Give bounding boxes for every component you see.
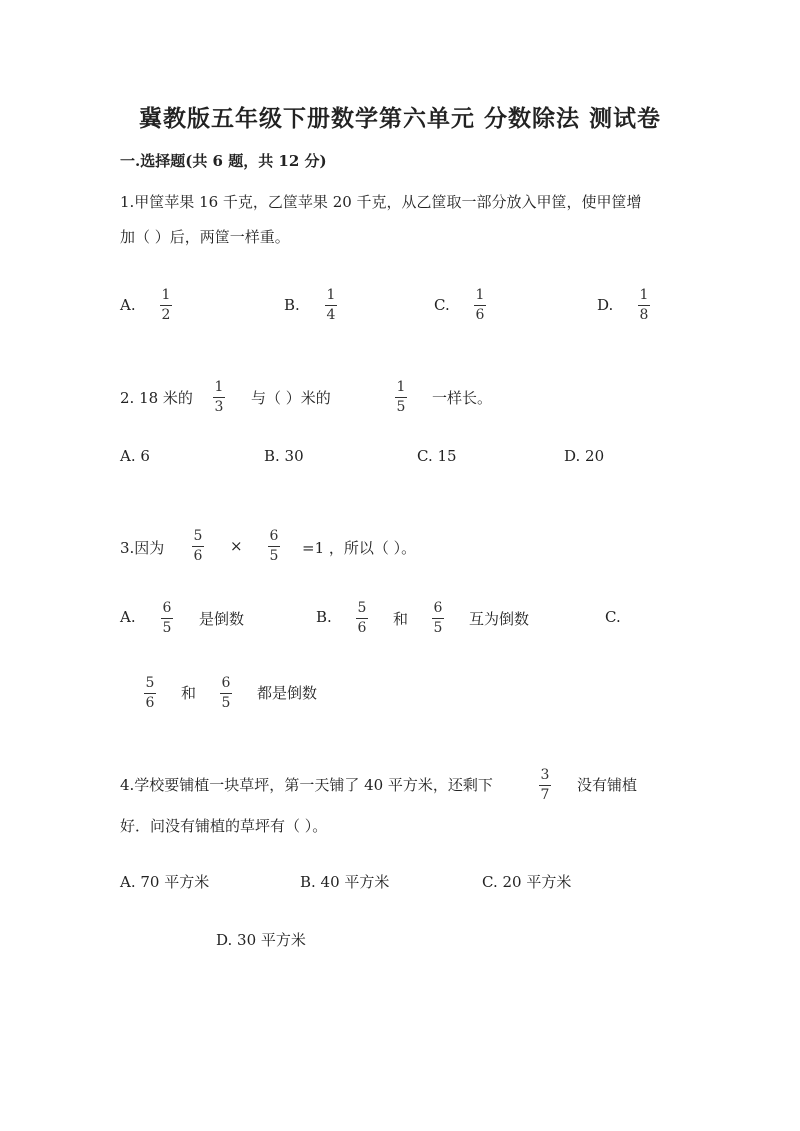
q2-fraction-2 (395, 379, 407, 416)
q3-fraction-2 (268, 528, 280, 565)
denominator: 8 (639, 307, 649, 323)
numerator: 5 (193, 528, 203, 544)
q3-option-b-and: 和 (393, 610, 409, 628)
numerator: 6 (162, 600, 172, 616)
numerator: 1 (326, 287, 336, 303)
q1-option-a-letter: A. (120, 296, 136, 314)
q1-text-line2: 加（ ）后，两筐一样重。 (120, 228, 290, 246)
q1-option-c-fraction (474, 287, 486, 324)
q3-option-c-fraction-2 (220, 675, 232, 712)
denominator: 4 (326, 307, 336, 323)
numerator: 6 (221, 675, 231, 691)
q2-option-c: C. 15 (417, 447, 457, 465)
q2-option-b: B. 30 (264, 447, 304, 465)
q3-times-sign: × (230, 537, 243, 555)
q4-text-line2: 好．问没有铺植的草坪有（ ）。 (120, 817, 328, 835)
denominator: 5 (269, 548, 279, 564)
q3-option-c-fraction-1 (144, 675, 156, 712)
q4-option-c: C. 20 平方米 (482, 873, 572, 891)
q1-option-c-letter: C. (434, 296, 450, 314)
denominator: 6 (193, 548, 203, 564)
q4-option-b: B. 40 平方米 (300, 873, 390, 891)
denominator: 5 (396, 399, 406, 415)
q3-text-prefix: 3.因为 (120, 539, 165, 557)
q2-text-prefix: 2. 18 米的 (120, 389, 193, 407)
q1-text-line1: 1.甲筐苹果 16 千克，乙筐苹果 20 千克，从乙筐取一部分放入甲筐，使甲筐增 (120, 193, 642, 211)
q3-option-a-text: 是倒数 (199, 610, 245, 628)
numerator: 6 (433, 600, 443, 616)
q4-fraction (539, 767, 551, 804)
q3-option-b-letter: B. (316, 608, 332, 626)
denominator: 5 (433, 620, 443, 636)
q1-option-d-letter: D. (597, 296, 614, 314)
q1-option-d-fraction (638, 287, 650, 324)
fraction-bar (268, 546, 280, 547)
section-heading: 一.选择题(共 6 题，共 12 分) (120, 152, 327, 170)
q1-option-b-fraction (325, 287, 337, 324)
fraction-bar (161, 618, 173, 619)
numerator: 3 (540, 767, 550, 783)
fraction-bar (432, 618, 444, 619)
numerator: 1 (639, 287, 649, 303)
fraction-bar (160, 305, 172, 306)
fraction-bar (395, 397, 407, 398)
fraction-bar (144, 693, 156, 694)
q2-fraction-1 (213, 379, 225, 416)
denominator: 6 (357, 620, 367, 636)
numerator: 1 (475, 287, 485, 303)
denominator: 7 (540, 787, 550, 803)
q3-option-b-fraction-1 (356, 600, 368, 637)
denominator: 3 (214, 399, 224, 415)
q3-option-b-fraction-2 (432, 600, 444, 637)
q2-option-d: D. 20 (564, 447, 605, 465)
q3-text-suffix: =1 ，所以（ ）。 (302, 539, 417, 557)
q4-text-line1-suffix: 没有铺植 (577, 776, 638, 794)
q2-text-suffix: 一样长。 (432, 389, 493, 407)
page-title: 冀教版五年级下册数学第六单元 分数除法 测试卷 (138, 105, 661, 132)
q1-option-b-letter: B. (284, 296, 300, 314)
fraction-bar (192, 546, 204, 547)
numerator: 1 (396, 379, 406, 395)
denominator: 6 (145, 695, 155, 711)
denominator: 2 (161, 307, 171, 323)
q4-text-line1: 4.学校要铺植一块草坪，第一天铺了 40 平方米，还剩下 (120, 776, 493, 794)
numerator: 1 (161, 287, 171, 303)
q2-option-a: A. 6 (120, 447, 150, 465)
q3-option-b-text: 互为倒数 (469, 610, 530, 628)
q3-option-c-text: 都是倒数 (257, 684, 318, 702)
fraction-bar (213, 397, 225, 398)
q4-option-d: D. 30 平方米 (216, 931, 306, 949)
q3-option-c-and: 和 (181, 684, 197, 702)
fraction-bar (474, 305, 486, 306)
fraction-bar (356, 618, 368, 619)
fraction-bar (638, 305, 650, 306)
denominator: 5 (162, 620, 172, 636)
denominator: 5 (221, 695, 231, 711)
numerator: 6 (269, 528, 279, 544)
q3-fraction-1 (192, 528, 204, 565)
q1-option-a-fraction (160, 287, 172, 324)
fraction-bar (325, 305, 337, 306)
q3-option-a-letter: A. (120, 608, 136, 626)
q3-option-a-fraction (161, 600, 173, 637)
q2-text-middle: 与（ ）米的 (251, 389, 331, 407)
numerator: 1 (214, 379, 224, 395)
fraction-bar (220, 693, 232, 694)
q3-option-c-letter: C. (605, 608, 621, 626)
numerator: 5 (145, 675, 155, 691)
fraction-bar (539, 785, 551, 786)
numerator: 5 (357, 600, 367, 616)
q4-option-a: A. 70 平方米 (120, 873, 210, 891)
denominator: 6 (475, 307, 485, 323)
